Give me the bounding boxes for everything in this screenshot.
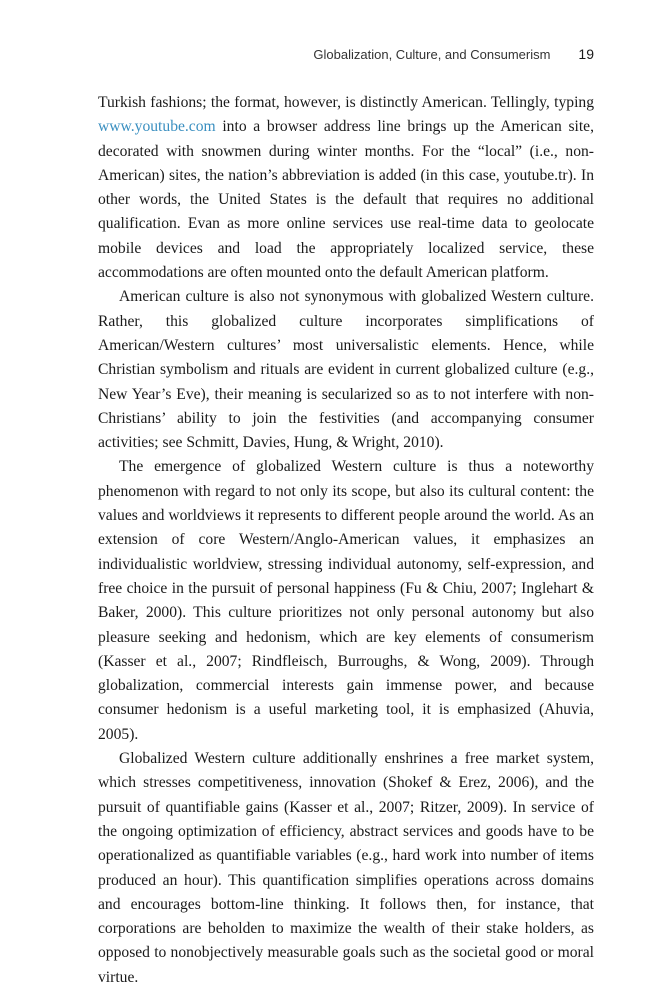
youtube-link[interactable]: www.youtube.com [98,118,216,136]
running-head [313,46,594,62]
paragraph-4: Globalized Western culture additionally enshrines a free market system, which stresses competitiveness, innovation (Shokef & Erez, 2006), and the pursuit of quantifiable gains (Kasser et al., 2007; Ritzer, 2009). In service of the ongoing optimization of efficiency, abstract services and goods have to be operationalized as quantifiable variables (e.g., hard work into number of items produced an hour). This quantification simplifies operations across domains and encourages bottom-line thinking. It follows then, for instance, that corporations are beholden to maximize the wealth of their stake holders, as opposed to nonobjectively measurable goals such as the societal good or moral virtue. [98,750,594,986]
running-title: Globalization, Culture, and Consumerism [313,47,551,62]
paragraph-3: The emergence of globalized Western culture is thus a noteworthy phenomenon with regard to not only its scope, but also its cultural content: the values and worldviews it represents to different people around the world. As an extension of core Western/Anglo-American values, it emphasizes an individualistic worldview, stressing individual autonomy, self-expression, and free choice in the pursuit of personal happiness (Fu & Chiu, 2007; Inglehart & Baker, 2000). This culture prioritizes not only personal autonomy but also pleasure seeking and hedonism, which are key elements of consumerism (Kasser et al., 2007; Rindfleisch, Burroughs, & Wong, 2009). Through globalization, commercial interests gain immense power, and because consumer hedonism is a useful marketing tool, it is emphasized (Ahuvia, 2005). [98,458,594,743]
paragraph-1-text-start: Turkish fashions; the format, however, is distinctly American. Tellingly, typing [98,94,594,111]
paragraph-1 [98,91,594,285]
body-text [98,91,594,990]
paragraph-1-text-end: into a browser address line brings up the American site, decorated with snowmen during winter months. For the “local” (i.e., non-American) sites, the nation’s abbreviation is added (in this case, youtube.tr). In other words, the United States is the default that requires no additional qualification. Evan as more online services use real-time data to geolocate mobile devices and load the appropriately localized service, these accommodations are often mounted onto the default American platform. [98,118,594,282]
page-number: 19 [578,46,594,62]
paragraph-2: American culture is also not synonymous with globalized Western culture. Rather, this globalized culture incorporates simplifications of American/Western cultures’ most universalistic elements. Hence, while Christian symbolism and rituals are evident in current globalized culture (e.g., New Year’s Eve), their meaning is secularized so as to not interfere with non-Christians’ ability to join the festivities (and accompanying consumer activities; see Schmitt, Davies, Hung, & Wright, 2010). [98,288,594,452]
